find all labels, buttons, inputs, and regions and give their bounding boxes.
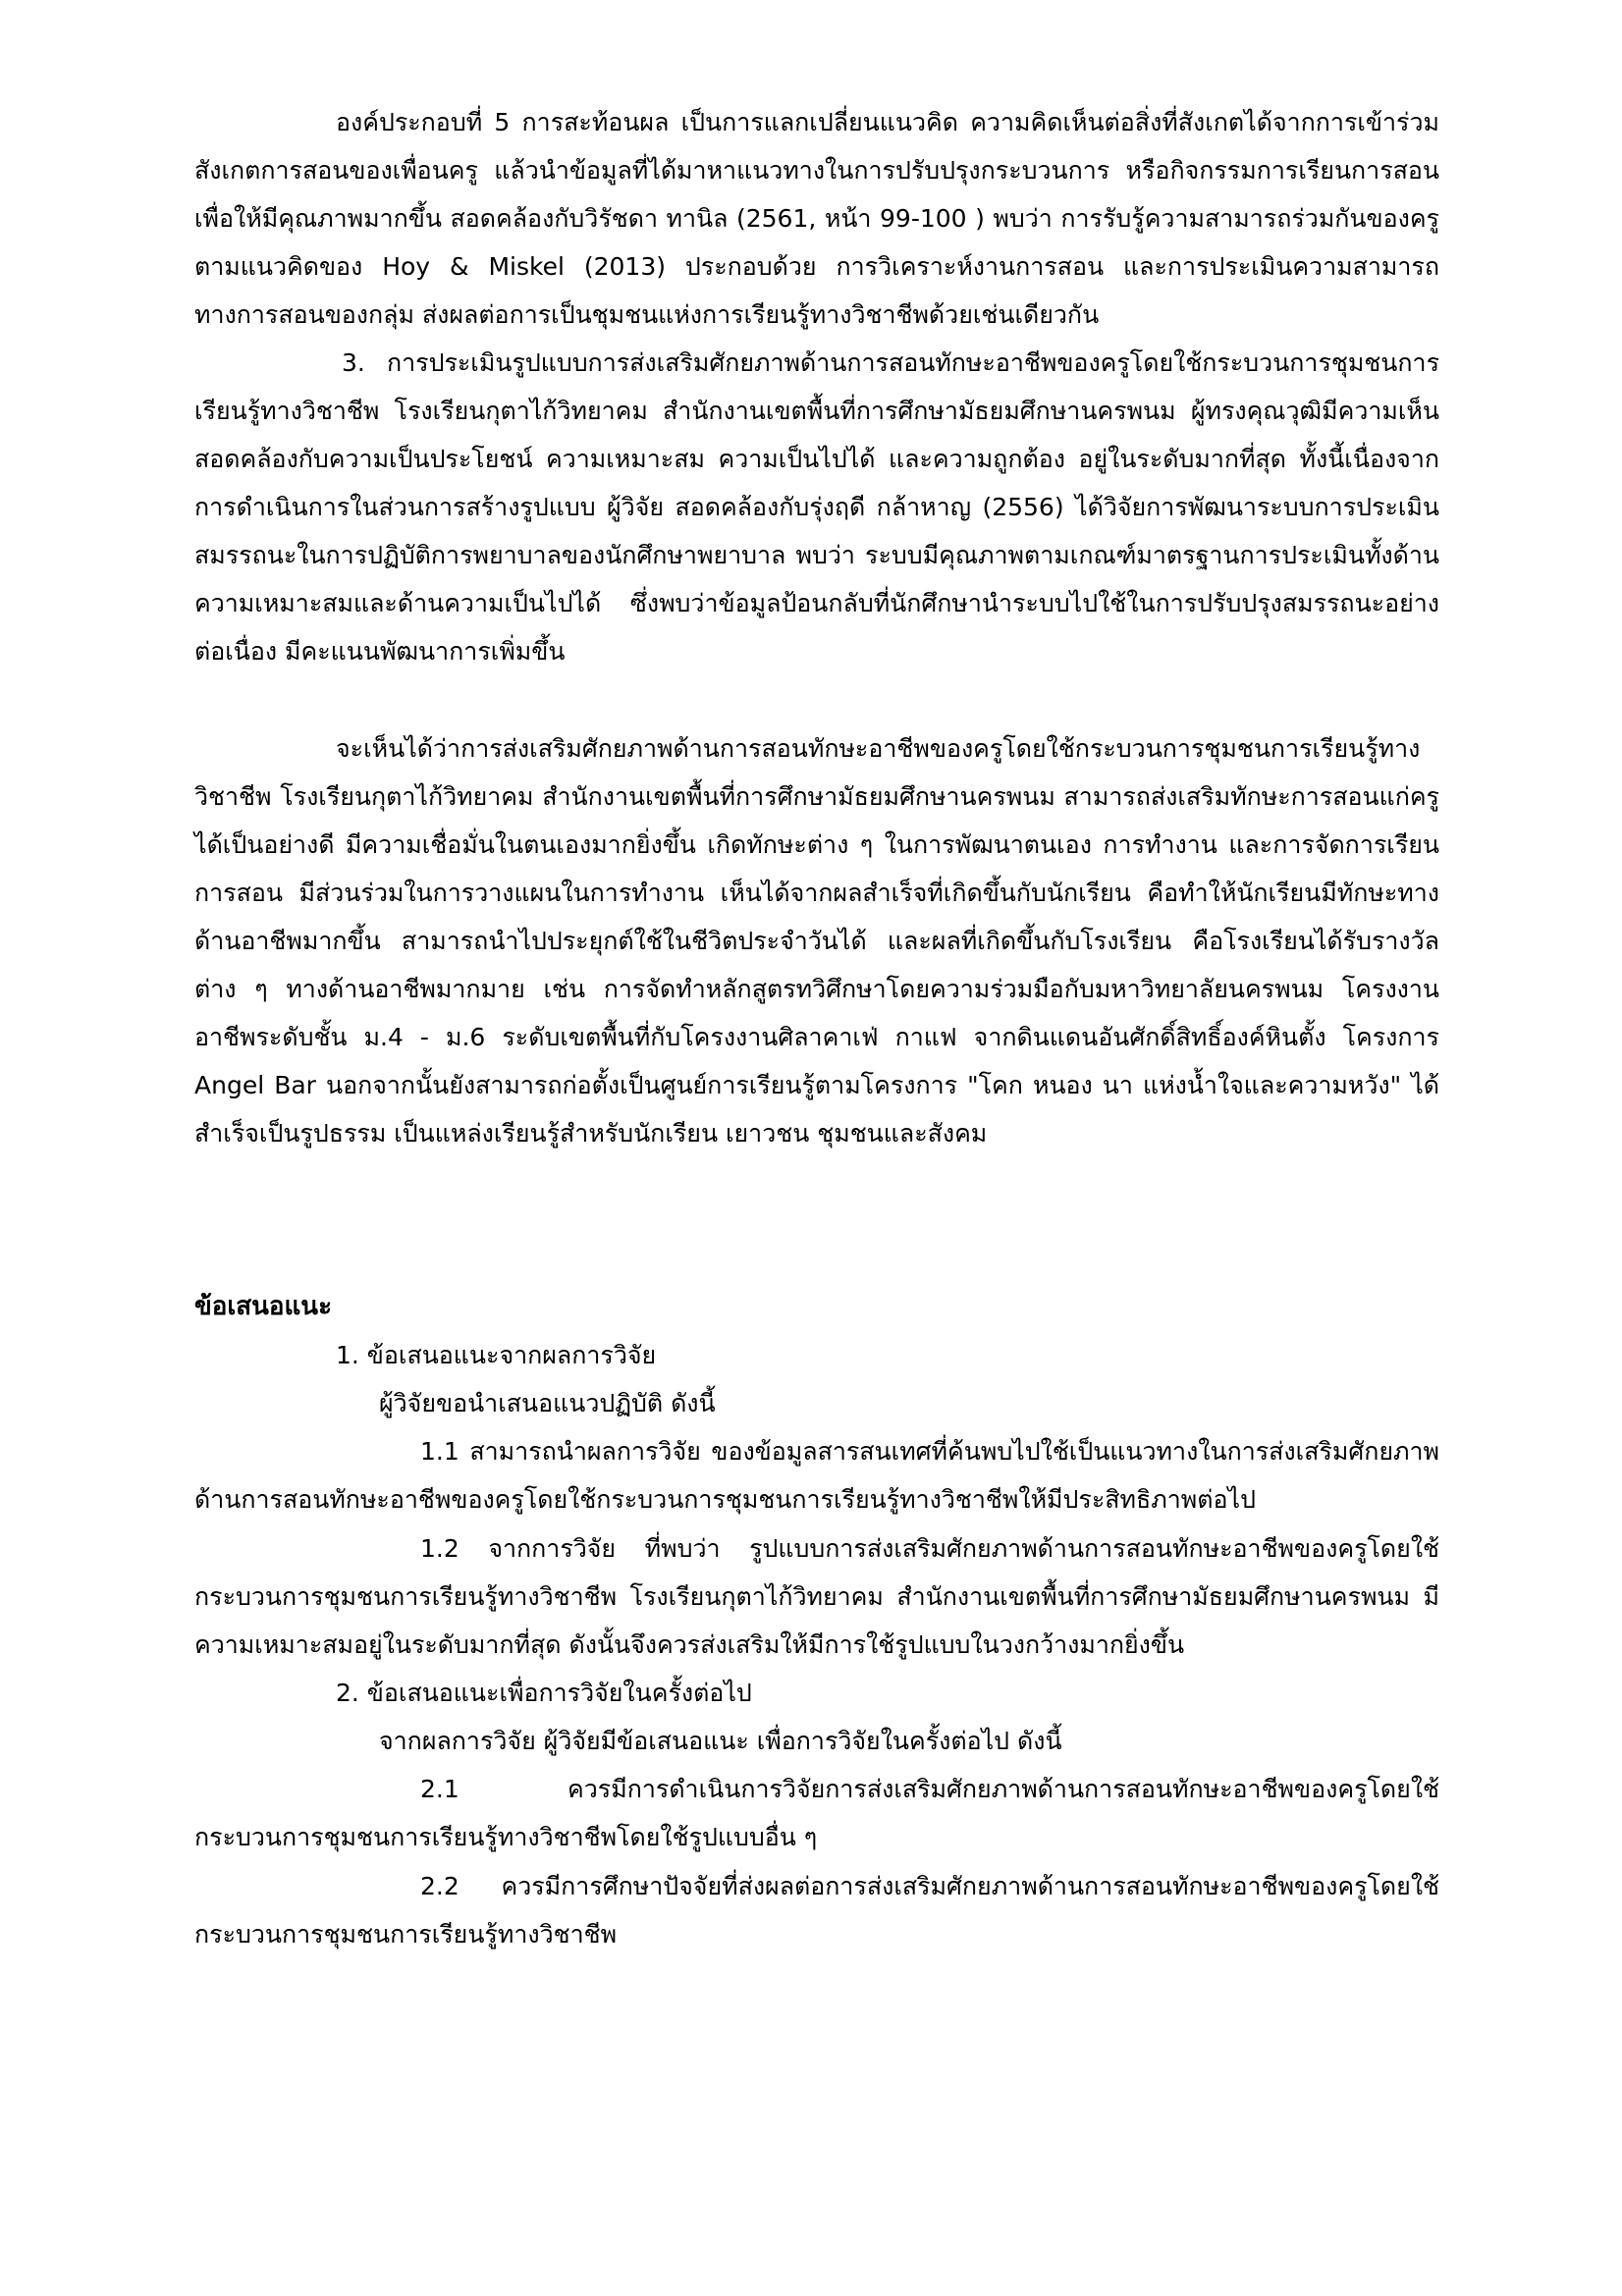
item-2-2: 2.2 ควรมีการศึกษาปัจจัยที่ส่งผลต่อการส่งเสริมศักยภาพด้านการสอนทักษะอาชีพของครูโดยใช้กระบวนการชุมชนการเรียนรู้ทางวิชาชีพ [194, 1872, 1439, 1949]
paragraph-conclusion: จะเห็นได้ว่าการส่งเสริมศักยภาพด้านการสอนทักษะอาชีพของครูโดยใช้กระบวนการชุมชนการเรียนรู้ทางวิชาชีพ โรงเรียนกุตาไก้วิทยาคม สำนักงานเขตพื้นที่การศึกษามัธยมศึกษานครพนม สามารถส่งเสริมทักษะการสอนแก่ครูได้เป็นอย่างดี มีความเชื่อมั่นในตนเองมากยิ่งขึ้น เกิดทักษะต่าง ๆ ในการพัฒนาตนเอง การทำงาน และการจัดการเรียนการสอน มีส่วนร่วมในการวางแผนในการทำงาน เห็นได้จากผลสำเร็จที่เกิดขึ้นกับนักเรียน คือทำให้นักเรียนมีทักษะทางด้านอาชีพมากขึ้น สามารถนำไปประยุกต์ใช้ในชีวิตประจำวันได้ และผลที่เกิดขึ้นกับโรงเรียน คือโรงเรียนได้รับรางวัลต่าง ๆ ทางด้านอาชีพมากมาย เช่น การจัดทำหลักสูตรทวิศึกษาโดยความร่วมมือกับมหาวิทยาลัยนครพนม โครงงานอาชีพระดับชั้น ม.4 - ม.6 ระดับเขตพื้นที่กับโครงงานศิลาคาเฟ่ กาแฟ จากดินแดนอันศักดิ์สิทธิ์องค์หินตั้ง โครงการ Angel Bar นอกจากนั้นยังสามารถก่อตั้งเป็นศูนย์การเรียนรู้ตามโครงการ "โคก หนอง นา แห่งน้ำใจและความหวัง" ได้สำเร็จเป็นรูปธรรม เป็นแหล่งเรียนรู้สำหรับนักเรียน เยาวชน ชุมชนและสังคม [194, 734, 1439, 1148]
paragraph-component-5: องค์ประกอบที่ 5 การสะท้อนผล เป็นการแลกเปลี่ยนแนวคิด ความคิดเห็นต่อสิ่งที่สังเกตได้จากการเข้าร่วมสังเกตการสอนของเพื่อนครู แล้วนำข้อมูลที่ได้มาหาแนวทางในการปรับปรุงกระบวนการ หรือกิจกรรมการเรียนการสอนเพื่อให้มีคุณภาพมากขึ้น สอดคล้องกับวิรัชดา ทานิล (2561, หน้า 99-100 ) พบว่า การรับรู้ความสามารถร่วมกันของครู ตามแนวคิดของ Hoy & Miskel (2013) ประกอบด้วย การวิเคราะห์งานการสอน และการประเมินความสามารถทางการสอนของกลุ่ม ส่งผลต่อการเป็นชุมชนแห่งการเรียนรู้ทางวิชาชีพด้วยเช่นเดียวกัน [194, 108, 1439, 329]
section-1-title: 1. ข้อเสนอแนะจากผลการวิจัย [336, 1341, 657, 1369]
item-1-2: 1.2 จากการวิจัย ที่พบว่า รูปแบบการส่งเสริมศักยภาพด้านการสอนทักษะอาชีพของครูโดยใช้กระบวนการชุมชนการเรียนรู้ทางวิชาชีพ โรงเรียนกุตาไก้วิทยาคม สำนักงานเขตพื้นที่การศึกษามัธยมศึกษานครพนม มีความเหมาะสมอยู่ในระดับมากที่สุด ดังนั้นจึงควรส่งเสริมให้มีการใช้รูปแบบในวงกว้างมากยิ่งขึ้น [194, 1534, 1439, 1659]
item-2-1: 2.1 ควรมีการดำเนินการวิจัยการส่งเสริมศักยภาพด้านการสอนทักษะอาชีพของครูโดยใช้กระบวนการชุมชนการเรียนรู้ทางวิชาชีพโดยใช้รูปแบบอื่น ๆ [194, 1775, 1439, 1851]
item-1-1: 1.1 สามารถนำผลการวิจัย ของข้อมูลสารสนเทศที่ค้นพบไปใช้เป็นแนวทางในการส่งเสริมศักยภาพด้านการสอนทักษะอาชีพของครูโดยใช้กระบวนการชุมชนการเรียนรู้ทางวิชาชีพให้มีประสิทธิภาพต่อไป [194, 1437, 1439, 1514]
recommendations-heading: ข้อเสนอแนะ [194, 1292, 333, 1321]
section-2-intro: จากผลการวิจัย ผู้วิจัยมีข้อเสนอแนะ เพื่อการวิจัยในครั้งต่อไป ดังนี้ [379, 1727, 1062, 1755]
section-2-title: 2. ข้อเสนอแนะเพื่อการวิจัยในครั้งต่อไป [336, 1679, 752, 1707]
section-1-intro: ผู้วิจัยขอนำเสนอแนวปฏิบัติ ดังนี้ [379, 1389, 716, 1417]
paragraph-evaluation: 3. การประเมินรูปแบบการส่งเสริมศักยภาพด้านการสอนทักษะอาชีพของครูโดยใช้กระบวนการชุมชนการเรียนรู้ทางวิชาชีพ โรงเรียนกุตาไก้วิทยาคม สำนักงานเขตพื้นที่การศึกษามัธยมศึกษานครพนม ผู้ทรงคุณวุฒิมีความเห็นสอดคล้องกับความเป็นประโยชน์ ความเหมาะสม ความเป็นไปได้ และความถูกต้อง อยู่ในระดับมากที่สุด ทั้งนี้เนื่องจากการดำเนินการในส่วนการสร้างรูปแบบ ผู้วิจัย สอดคล้องกับรุ่งฤดี กล้าหาญ (2556) ได้วิจัยการพัฒนาระบบการประเมินสมรรถนะในการปฏิบัติการพยาบาลของนักศึกษาพยาบาล พบว่า ระบบมีคุณภาพตามเกณฑ์มาตรฐานการประเมินทั้งด้านความเหมาะสมและด้านความเป็นไปได้ ซึ่งพบว่าข้อมูลป้อนกลับที่นักศึกษานำระบบไปใช้ในการปรับปรุงสมรรถนะอย่างต่อเนื่อง มีคะแนนพัฒนาการเพิ่มขึ้น [194, 348, 1439, 666]
